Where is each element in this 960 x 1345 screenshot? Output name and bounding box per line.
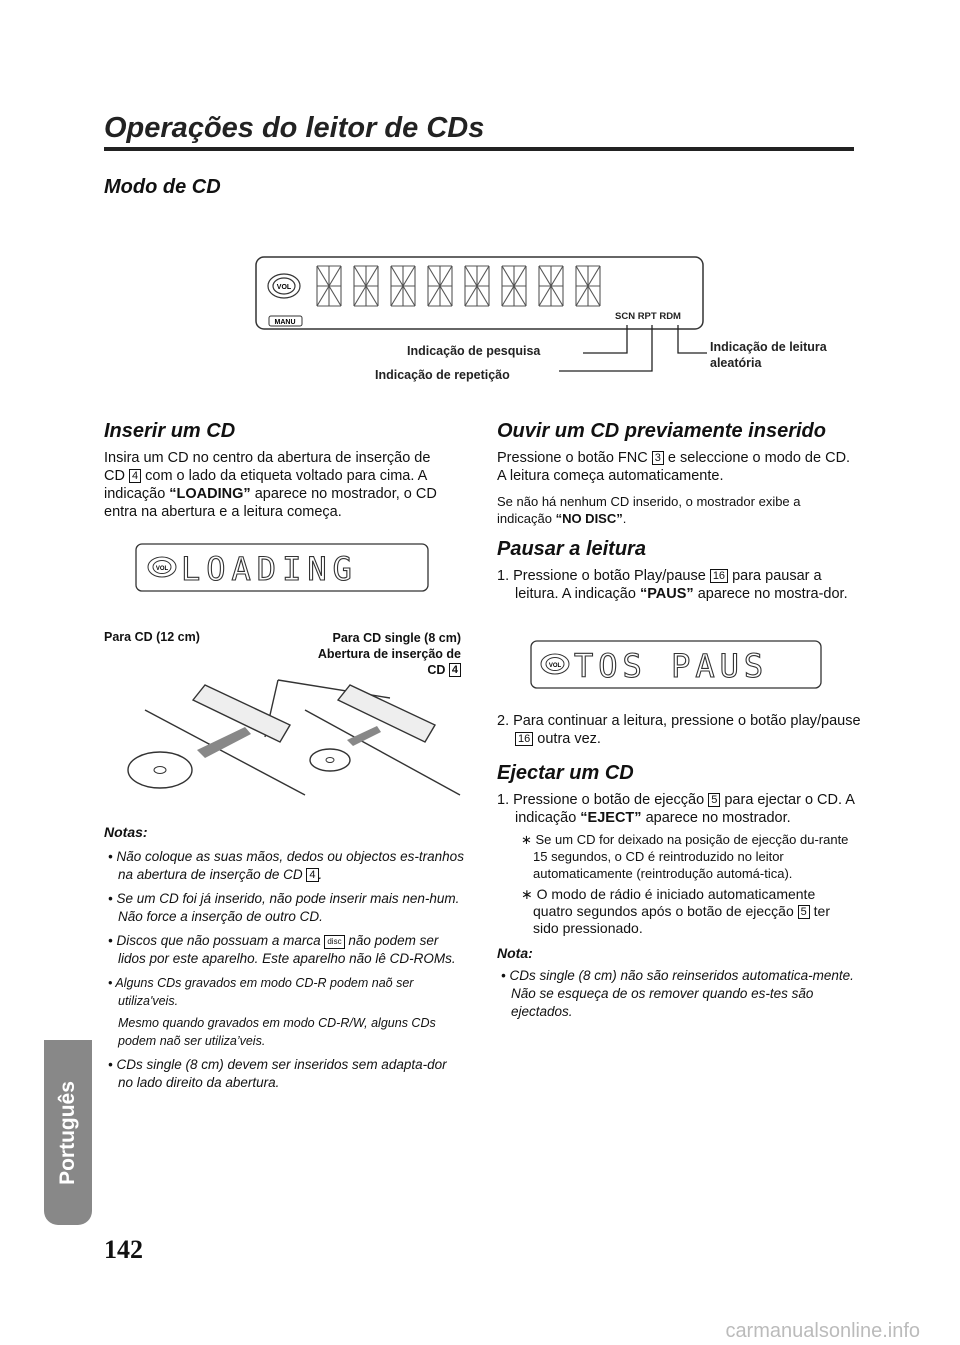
paus-display bbox=[530, 640, 823, 690]
lcd-paus-text: TOS PAUS bbox=[574, 647, 769, 685]
lcd-loading-text: LOADING bbox=[181, 550, 358, 588]
note-2: • Se um CD foi já inserido, não pode inserir mais nen-hum. Não force a inserção de outro CD. bbox=[108, 891, 460, 924]
heading-ejectar: Ejectar um CD bbox=[497, 762, 634, 784]
ejectar-note-1: ∗ Se um CD for deixado na posição de ejecção du-rante 15 segundos, o CD é reintroduzido no leitor automaticamente (reintrodução automá-tica). bbox=[521, 832, 849, 881]
note-1: • Não coloque as suas mãos, dedos ou objectos es-tranhos na abertura de inserção de CD 4 . bbox=[108, 849, 464, 882]
label-repeticao: Indicação de repetição bbox=[375, 368, 510, 382]
section-ejectar: Ejectar um CD 1. Pressione o botão de ejecção 5 para ejectar o CD. A indicação “EJECT” aparece no mostrador. ∗ Se um CD for deixado na posição de ejecção du-rante 15 segundos, o CD é reintroduzido no leitor automaticamente (reintrodução automá-tica). ∗ O modo de rádio é iniciado automaticamente quatro segundos após o botão de ejecção 5 ter sido pressionado. Nota: • CDs single (8 cm) não são reinseridos automatica-mente. Não se esqueça de os remover quando es-tes são ejectados. bbox=[497, 762, 855, 1019]
vol-icon bbox=[268, 274, 300, 298]
notas-heading: Notas: bbox=[104, 824, 148, 840]
svg-text:MANU: MANU bbox=[274, 319, 296, 326]
label-pesquisa: Indicação de pesquisa bbox=[407, 344, 541, 358]
indicators: SCN RPT RDM bbox=[615, 311, 681, 322]
note-5: • CDs single (8 cm) devem ser inseridos sem adapta-dor no lado direito da abertura. bbox=[108, 1057, 447, 1090]
notas-section bbox=[104, 824, 464, 1098]
loading-display bbox=[135, 543, 430, 593]
note-3: • Discos que não possuam a marca disc não podem ser lidos por este aparelho. Este aparelho não lê CD-ROMs. bbox=[108, 933, 456, 966]
section-inserir: Inserir um CD Insira um CD no centro da abertura de inserção de CD 4 com o lado da etiqueta voltado para cima. A indicação “LOADING” aparece no mostrador, o CD entra na abertura e a leitura começa. bbox=[104, 420, 462, 521]
section-pausar: Pausar a leitura 1. Pressione o botão Play/pause 16 para pausar a leitura. A indicação “PAUS” aparece no mostra-dor. bbox=[497, 538, 855, 603]
disc-logo-icon: disc bbox=[324, 935, 344, 949]
title-rule bbox=[104, 147, 854, 151]
page-number: 142 bbox=[104, 1235, 143, 1264]
note-4b: Mesmo quando gravados em modo CD-R/W, alguns CDs podem naõ ser utiliza’veis. bbox=[118, 1016, 436, 1048]
nota-item: • CDs single (8 cm) não são reinseridos automatica-mente. Não se esqueça de os remover quando es-tes são ejectados. bbox=[501, 968, 854, 1019]
cd-8cm bbox=[310, 749, 350, 771]
fig-label-8cm: Para CD single (8 cm) Abertura de inserção de CD 4 bbox=[317, 631, 461, 677]
callout-lines bbox=[555, 325, 715, 375]
note-4: • Alguns CDs gravados em modo CD-R podem naõ ser utiliza'veis. bbox=[108, 976, 414, 1008]
cd-insertion-illustration bbox=[115, 670, 465, 800]
page-title: Operações do leitor de CDs bbox=[104, 112, 485, 144]
heading-inserir: Inserir um CD bbox=[104, 420, 236, 442]
svg-text:VOL: VOL bbox=[155, 566, 169, 572]
svg-text:VOL: VOL bbox=[276, 284, 292, 291]
label-aleatoria-2: aleatória bbox=[710, 356, 762, 370]
pausar-step-2: 2. Para continuar a leitura, pressione o botão play/pause 16 outra vez. bbox=[497, 713, 861, 747]
footer-watermark: carmanualsonline.info bbox=[725, 1320, 920, 1342]
svg-text:VOL: VOL bbox=[548, 663, 562, 669]
heading-pausar: Pausar a leitura bbox=[497, 538, 646, 560]
heading-ouvir: Ouvir um CD previamente inserido bbox=[497, 420, 826, 442]
cd-12cm bbox=[128, 752, 192, 788]
ref-box: 4 bbox=[129, 469, 141, 483]
section-ouvir: Ouvir um CD previamente inserido Pressione o botão FNC 3 e seleccione o modo de CD. A leitura começa automaticamente. Se não há nenhum CD inserido, o mostrador exibe a indicação “NO DISC”. bbox=[497, 420, 855, 527]
fig-label-12cm: Para CD (12 cm) bbox=[104, 630, 200, 644]
nota-heading: Nota: bbox=[497, 945, 533, 961]
section-subtitle: Modo de CD bbox=[104, 176, 221, 198]
language-tab: Português bbox=[44, 1040, 92, 1225]
ejectar-note-2: ∗ O modo de rádio é iniciado automaticamente quatro segundos após o botão de ejecção 5 ter sido pressionado. bbox=[521, 886, 831, 936]
label-aleatoria-1: Indicação de leitura bbox=[710, 340, 827, 354]
display-diagram bbox=[255, 256, 705, 332]
